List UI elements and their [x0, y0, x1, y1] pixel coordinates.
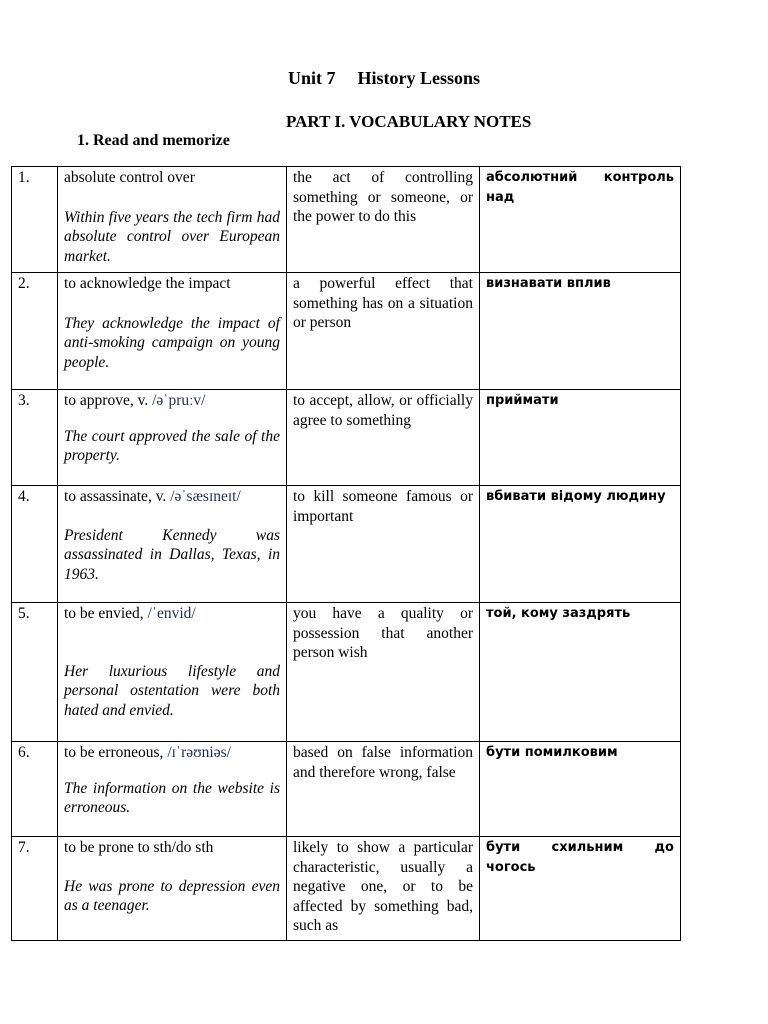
term-cell [58, 742, 287, 837]
term-text: to be erroneous, [64, 744, 168, 761]
term [64, 274, 280, 294]
section-title: 1. Read and memorize [77, 132, 230, 149]
row-number: 5. [12, 603, 58, 742]
translation: визнавати вплив [480, 273, 681, 390]
translation: приймати [480, 390, 681, 486]
term-cell [58, 167, 287, 273]
unit-name: History Lessons [357, 68, 481, 88]
row-number: 2. [12, 273, 58, 390]
term-text: to assassinate, v. [64, 488, 171, 505]
definition: the act of controlling something or someone, or the power to do this [287, 167, 480, 273]
definition: you have a quality or possession that another person wish [287, 603, 480, 742]
table-row [12, 167, 681, 273]
term-text: to acknowledge the impact [64, 275, 231, 292]
term [64, 168, 280, 188]
definition: to accept, allow, or officially agree to something [287, 390, 480, 486]
row-number: 6. [12, 742, 58, 837]
term [64, 743, 280, 763]
example-sentence: Her luxurious lifestyle and personal ostentation were both hated and envied. [64, 662, 280, 719]
row-number: 4. [12, 486, 58, 603]
translation: бути помилковим [480, 742, 681, 837]
term-cell [58, 273, 287, 390]
translation: абсолютний контроль над [480, 167, 681, 273]
term [64, 604, 280, 624]
table-row [12, 603, 681, 742]
term-cell [58, 390, 287, 486]
table-row [12, 390, 681, 486]
unit-number: Unit 7 [287, 68, 336, 88]
term [64, 487, 280, 507]
example-sentence: Within five years the tech firm had absolute control over European market. [64, 208, 280, 265]
definition: a powerful effect that something has on a situation or person [287, 273, 480, 390]
term [64, 391, 280, 411]
translation: той, кому заздрять [480, 603, 681, 742]
part-title: PART I. VOCABULARY NOTES [286, 112, 532, 131]
pronunciation: /ɪˈrəʊniəs/ [167, 744, 231, 761]
term-cell [58, 603, 287, 742]
term-text: to approve, v. [64, 392, 153, 409]
vocabulary-table [11, 166, 681, 941]
vocabulary-table-body [12, 167, 681, 941]
table-row [12, 742, 681, 837]
example-sentence: President Kennedy was assassinated in Dallas, Texas, in 1963. [64, 526, 280, 583]
translation: вбивати відому людину [480, 486, 681, 603]
example-sentence: The information on the website is erroneous. [64, 779, 280, 816]
translation: бути схильним до чогось [480, 837, 681, 941]
definition: likely to show a particular characteristic, usually a negative one, or to be affected by something bad, such as [287, 837, 480, 941]
term-cell [58, 837, 287, 941]
example-sentence: He was prone to depression even as a teenager. [64, 877, 280, 914]
row-number: 3. [12, 390, 58, 486]
unit-title [0, 68, 768, 89]
pronunciation: /ˈenvid/ [147, 605, 196, 622]
term-text: to be envied, [64, 605, 148, 622]
term-cell [58, 486, 287, 603]
pronunciation: /əˈpruːv/ [152, 392, 206, 409]
pronunciation: /əˈsæsɪneɪt/ [170, 488, 241, 505]
table-row [12, 273, 681, 390]
term [64, 838, 280, 858]
example-sentence: The court approved the sale of the property. [64, 427, 280, 464]
term-text: absolute control over [64, 169, 195, 186]
definition: to kill someone famous or important [287, 486, 480, 603]
table-row [12, 837, 681, 941]
definition: based on false information and therefore wrong, false [287, 742, 480, 837]
row-number: 7. [12, 837, 58, 941]
term-text: to be prone to sth/do sth [64, 839, 214, 856]
row-number: 1. [12, 167, 58, 273]
example-sentence: They acknowledge the impact of anti-smoking campaign on young people. [64, 314, 280, 371]
table-row [12, 486, 681, 603]
